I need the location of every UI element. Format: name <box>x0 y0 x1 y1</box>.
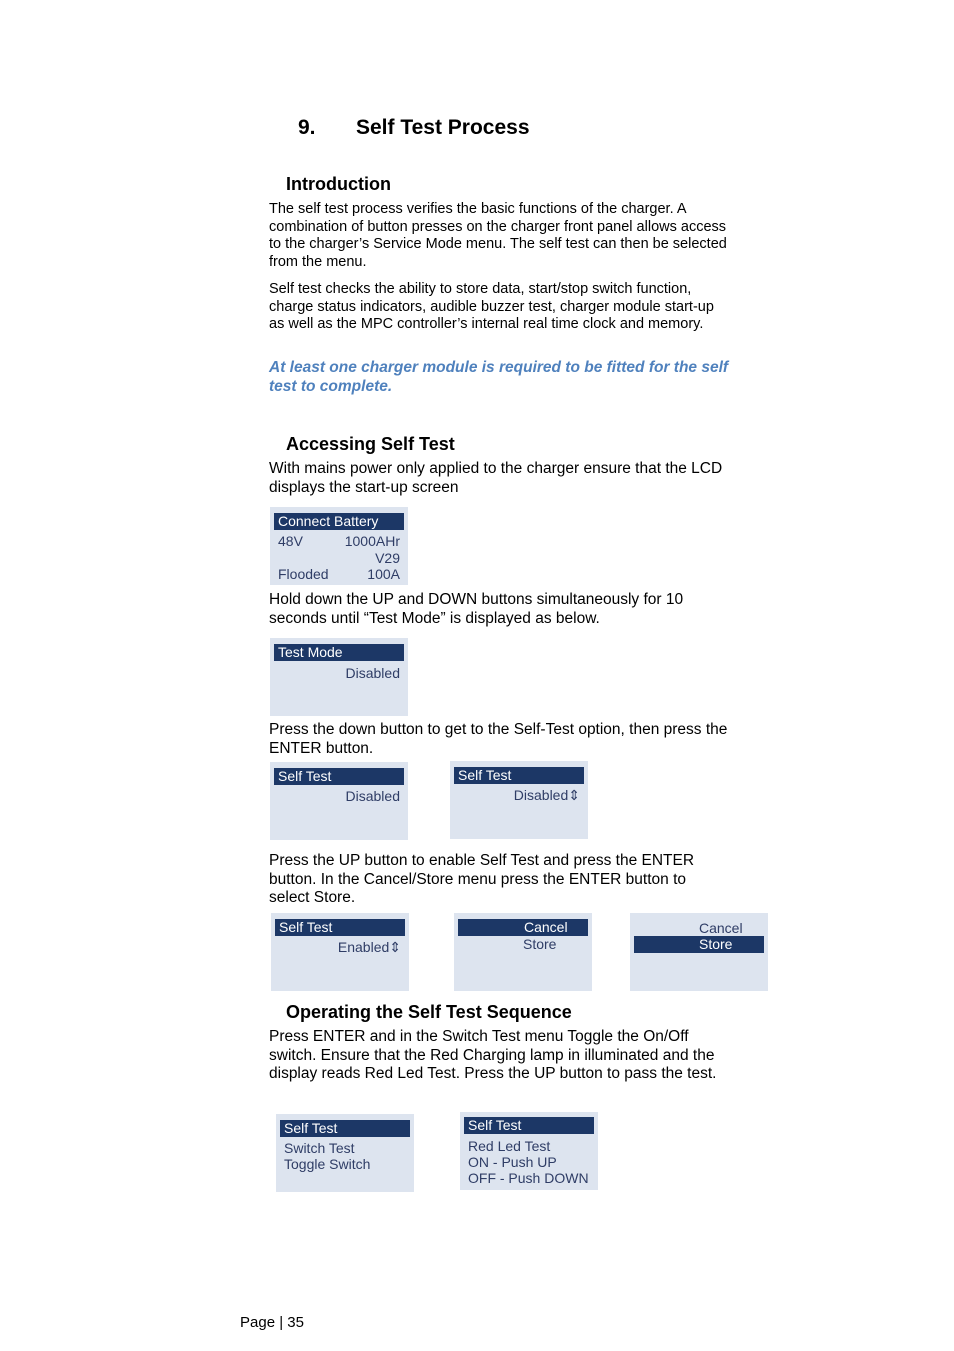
lcd-title-bar: Self Test <box>464 1117 594 1134</box>
lcd-startup-screen <box>270 507 408 585</box>
lcd-version: V29 <box>375 550 400 566</box>
section-title: Self Test Process <box>356 116 530 139</box>
lcd-red-led-test-screen <box>460 1112 598 1190</box>
operating-paragraph-1: Press ENTER and in the Switch Test menu Toggle the On/Off switch. Ensure that the Red Charging lamp in illuminated and the display reads Red Led Test. Press the UP button to pass the test. <box>269 1028 717 1082</box>
lcd-title-bar: Test Mode <box>274 644 404 661</box>
lcd-title-bar: Self Test <box>454 767 584 784</box>
lcd-line-2: ON - Push UP <box>468 1154 557 1170</box>
lcd-store-option: Store <box>634 936 764 953</box>
page-number: Page | 35 <box>240 1314 304 1331</box>
lcd-store-option: Store <box>523 936 557 952</box>
lcd-self-test-disabled-arrow-screen <box>450 761 588 839</box>
lcd-capacity: 1000AHr <box>344 533 400 549</box>
lcd-value: Disabled <box>345 788 400 804</box>
intro-note: At least one charger module is required to be fitted for the self test to complete. <box>269 359 729 395</box>
intro-paragraph-2: Self test checks the ability to store data, start/stop switch function, charge status indicators, audible buzzer test, charger module start-up as well as the MPC controller’s internal real time clock and memory. <box>269 281 714 332</box>
lcd-battery-type: Flooded <box>278 566 329 582</box>
lcd-test-mode-screen <box>270 638 408 716</box>
section-number: 9. <box>298 116 316 139</box>
lcd-line-1: Red Led Test <box>468 1138 551 1154</box>
lcd-cancel-option: Cancel <box>458 919 588 936</box>
lcd-value: Enabled⇕ <box>337 939 401 955</box>
lcd-self-test-disabled-screen <box>270 762 408 840</box>
lcd-line-3: OFF - Push DOWN <box>468 1170 589 1186</box>
intro-heading: Introduction <box>286 174 391 194</box>
operating-heading: Operating the Self Test Sequence <box>286 1002 572 1022</box>
lcd-line-1: Switch Test <box>284 1140 355 1156</box>
accessing-paragraph-3: Press the down button to get to the Self-Test option, then press the ENTER button. <box>269 721 728 757</box>
lcd-value: Disabled⇕ <box>513 787 580 803</box>
lcd-switch-test-screen <box>276 1114 414 1192</box>
lcd-title-bar: Connect Battery <box>274 513 404 530</box>
lcd-cancel-selected-screen <box>454 913 592 991</box>
accessing-paragraph-2: Hold down the UP and DOWN buttons simultaneously for 10 seconds until “Test Mode” is displayed as below. <box>269 591 684 627</box>
accessing-heading: Accessing Self Test <box>286 434 455 454</box>
lcd-self-test-enabled-screen <box>271 913 409 991</box>
lcd-title-bar: Self Test <box>275 919 405 936</box>
lcd-voltage: 48V <box>278 533 303 549</box>
lcd-current: 100A <box>367 566 400 582</box>
lcd-title-bar: Self Test <box>280 1120 410 1137</box>
lcd-title-bar: Self Test <box>274 768 404 785</box>
lcd-cancel-option: Cancel <box>699 920 743 936</box>
accessing-paragraph-1: With mains power only applied to the charger ensure that the LCD displays the start-up screen <box>269 460 723 496</box>
lcd-line-2: Toggle Switch <box>284 1156 371 1172</box>
lcd-value: Disabled <box>345 665 400 681</box>
accessing-paragraph-4: Press the UP button to enable Self Test and press the ENTER button. In the Cancel/Store menu press the ENTER button to select Store. <box>269 852 695 906</box>
lcd-store-selected-screen <box>630 913 768 991</box>
intro-paragraph-1: The self test process verifies the basic functions of the charger. A combination of button presses on the charger front panel allows access to the charger’s Service Mode menu. The self test can then be selected from the menu. <box>269 201 727 270</box>
